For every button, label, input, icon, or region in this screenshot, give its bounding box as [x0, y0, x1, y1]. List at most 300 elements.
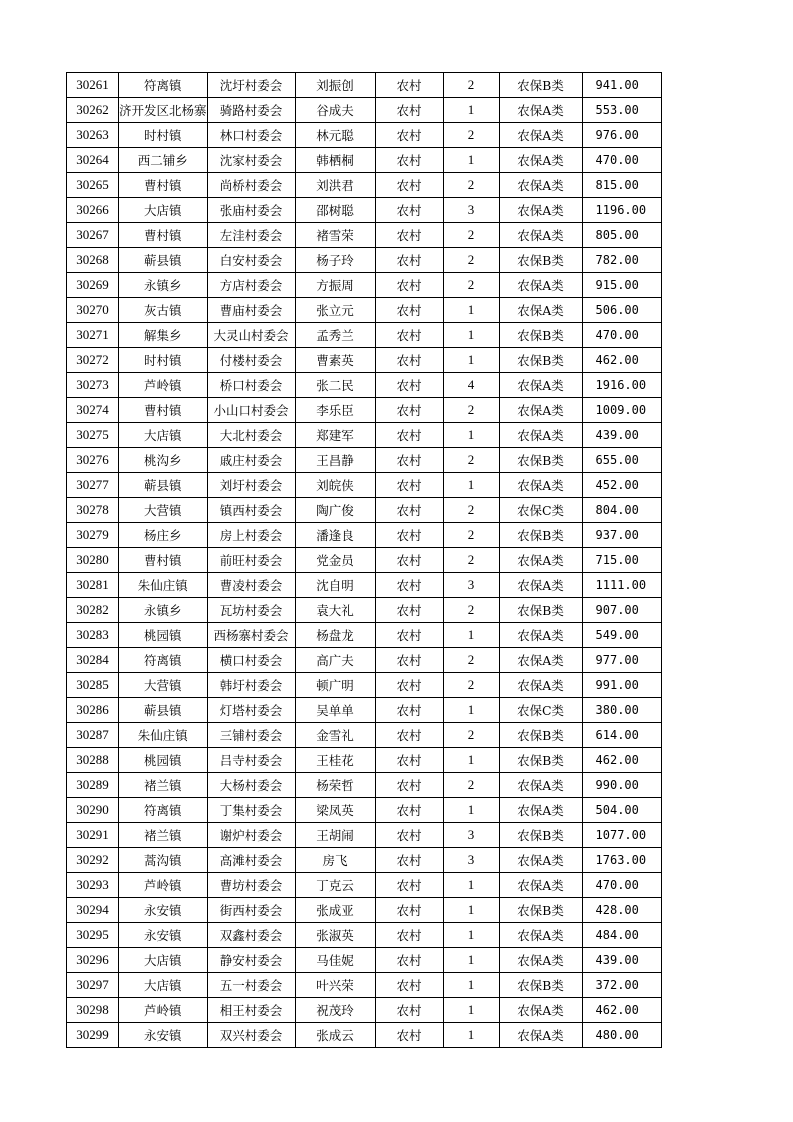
- insurance-type-cell: 农保A类: [499, 798, 582, 823]
- household-count-cell: 2: [443, 123, 499, 148]
- village-cell: 大北村委会: [207, 423, 295, 448]
- village-cell: 房上村委会: [207, 523, 295, 548]
- insurance-type-cell: 农保A类: [499, 773, 582, 798]
- record-id: 30274: [67, 398, 119, 423]
- area-cell: 农村: [375, 848, 443, 873]
- insurance-type-cell: 农保B类: [499, 723, 582, 748]
- village-cell: 白安村委会: [207, 248, 295, 273]
- insurance-type-cell: 农保B类: [499, 523, 582, 548]
- table-row: [67, 698, 662, 723]
- area-cell: 农村: [375, 423, 443, 448]
- record-id: 30285: [67, 673, 119, 698]
- record-id: 30273: [67, 373, 119, 398]
- town-cell: 蕲县镇: [119, 473, 208, 498]
- insurance-type-cell: 农保A类: [499, 648, 582, 673]
- record-id: 30283: [67, 623, 119, 648]
- record-id: 30290: [67, 798, 119, 823]
- name-cell: 王桂花: [295, 748, 375, 773]
- village-cell: 方店村委会: [207, 273, 295, 298]
- name-cell: 潘逢良: [295, 523, 375, 548]
- table-row: [67, 648, 662, 673]
- amount-cell: 715.00: [582, 548, 661, 573]
- area-cell: 农村: [375, 73, 443, 98]
- record-id: 30297: [67, 973, 119, 998]
- amount-cell: 439.00: [582, 423, 661, 448]
- record-id: 30262: [67, 98, 119, 123]
- insurance-type-cell: 农保A类: [499, 123, 582, 148]
- town-cell: 蒿沟镇: [119, 848, 208, 873]
- village-cell: 静安村委会: [207, 948, 295, 973]
- town-cell: 桃园镇: [119, 748, 208, 773]
- household-count-cell: 1: [443, 698, 499, 723]
- village-cell: 横口村委会: [207, 648, 295, 673]
- name-cell: 房飞: [295, 848, 375, 873]
- household-count-cell: 2: [443, 223, 499, 248]
- table-row: [67, 923, 662, 948]
- table-row: [67, 198, 662, 223]
- village-cell: 张庙村委会: [207, 198, 295, 223]
- name-cell: 张淑英: [295, 923, 375, 948]
- amount-cell: 941.00: [582, 73, 661, 98]
- record-id: 30287: [67, 723, 119, 748]
- household-count-cell: 2: [443, 673, 499, 698]
- area-cell: 农村: [375, 623, 443, 648]
- village-cell: 左洼村委会: [207, 223, 295, 248]
- area-cell: 农村: [375, 973, 443, 998]
- insurance-type-cell: 农保A类: [499, 223, 582, 248]
- household-count-cell: 2: [443, 273, 499, 298]
- insurance-type-cell: 农保B类: [499, 748, 582, 773]
- area-cell: 农村: [375, 273, 443, 298]
- area-cell: 农村: [375, 998, 443, 1023]
- insurance-type-cell: 农保A类: [499, 273, 582, 298]
- household-count-cell: 2: [443, 398, 499, 423]
- table-row: [67, 573, 662, 598]
- town-cell: 灰古镇: [119, 298, 208, 323]
- record-id: 30261: [67, 73, 119, 98]
- record-id: 30267: [67, 223, 119, 248]
- name-cell: 党金员: [295, 548, 375, 573]
- town-cell: 褚兰镇: [119, 773, 208, 798]
- record-id: 30280: [67, 548, 119, 573]
- insurance-type-cell: 农保A类: [499, 573, 582, 598]
- town-cell: 芦岭镇: [119, 373, 208, 398]
- record-id: 30289: [67, 773, 119, 798]
- area-cell: 农村: [375, 323, 443, 348]
- table-row: [67, 1023, 662, 1048]
- area-cell: 农村: [375, 748, 443, 773]
- village-cell: 相王村委会: [207, 998, 295, 1023]
- area-cell: 农村: [375, 573, 443, 598]
- area-cell: 农村: [375, 123, 443, 148]
- village-cell: 戚庄村委会: [207, 448, 295, 473]
- table-row: [67, 98, 662, 123]
- village-cell: 大灵山村委会: [207, 323, 295, 348]
- village-cell: 三铺村委会: [207, 723, 295, 748]
- town-cell: 大店镇: [119, 198, 208, 223]
- table-row: [67, 323, 662, 348]
- table-row: [67, 398, 662, 423]
- town-cell: 曹村镇: [119, 398, 208, 423]
- insurance-type-cell: 农保A类: [499, 998, 582, 1023]
- table-row: [67, 473, 662, 498]
- town-cell: 桃园镇: [119, 623, 208, 648]
- name-cell: 祝茂玲: [295, 998, 375, 1023]
- household-count-cell: 3: [443, 848, 499, 873]
- name-cell: 梁凤英: [295, 798, 375, 823]
- town-cell: 大店镇: [119, 423, 208, 448]
- record-id: 30278: [67, 498, 119, 523]
- record-id: 30263: [67, 123, 119, 148]
- table-body: [67, 73, 662, 1048]
- household-count-cell: 2: [443, 648, 499, 673]
- name-cell: 方振周: [295, 273, 375, 298]
- insurance-type-cell: 农保A类: [499, 923, 582, 948]
- area-cell: 农村: [375, 823, 443, 848]
- name-cell: 张成云: [295, 1023, 375, 1048]
- record-id: 30276: [67, 448, 119, 473]
- village-cell: 沈圩村委会: [207, 73, 295, 98]
- amount-cell: 372.00: [582, 973, 661, 998]
- amount-cell: 428.00: [582, 898, 661, 923]
- village-cell: 尚桥村委会: [207, 173, 295, 198]
- area-cell: 农村: [375, 673, 443, 698]
- village-cell: 镇西村委会: [207, 498, 295, 523]
- name-cell: 孟秀兰: [295, 323, 375, 348]
- amount-cell: 462.00: [582, 348, 661, 373]
- table-row: [67, 673, 662, 698]
- area-cell: 农村: [375, 298, 443, 323]
- household-count-cell: 1: [443, 873, 499, 898]
- insurance-type-cell: 农保A类: [499, 673, 582, 698]
- insurance-type-cell: 农保A类: [499, 848, 582, 873]
- name-cell: 郑建军: [295, 423, 375, 448]
- area-cell: 农村: [375, 398, 443, 423]
- household-count-cell: 1: [443, 623, 499, 648]
- town-cell: 时村镇: [119, 123, 208, 148]
- household-count-cell: 3: [443, 823, 499, 848]
- area-cell: 农村: [375, 148, 443, 173]
- household-count-cell: 2: [443, 723, 499, 748]
- village-cell: 大杨村委会: [207, 773, 295, 798]
- village-cell: 高滩村委会: [207, 848, 295, 873]
- amount-cell: 470.00: [582, 873, 661, 898]
- village-cell: 小山口村委会: [207, 398, 295, 423]
- insurance-type-cell: 农保B类: [499, 323, 582, 348]
- amount-cell: 470.00: [582, 323, 661, 348]
- town-cell: 曹村镇: [119, 548, 208, 573]
- name-cell: 叶兴荣: [295, 973, 375, 998]
- town-cell: 永镇乡: [119, 598, 208, 623]
- village-cell: 沈家村委会: [207, 148, 295, 173]
- record-id: 30298: [67, 998, 119, 1023]
- insurance-type-cell: 农保A类: [499, 148, 582, 173]
- household-count-cell: 1: [443, 898, 499, 923]
- insurance-type-cell: 农保C类: [499, 698, 582, 723]
- table-row: [67, 73, 662, 98]
- village-cell: 丁集村委会: [207, 798, 295, 823]
- village-cell: 曹凌村委会: [207, 573, 295, 598]
- village-cell: 付楼村委会: [207, 348, 295, 373]
- town-cell: 永安镇: [119, 898, 208, 923]
- name-cell: 王胡闹: [295, 823, 375, 848]
- table-row: [67, 623, 662, 648]
- town-cell: 大营镇: [119, 673, 208, 698]
- amount-cell: 1916.00: [582, 373, 661, 398]
- town-cell: 时村镇: [119, 348, 208, 373]
- name-cell: 刘振创: [295, 73, 375, 98]
- insurance-type-cell: 农保B类: [499, 348, 582, 373]
- area-cell: 农村: [375, 723, 443, 748]
- household-count-cell: 1: [443, 798, 499, 823]
- name-cell: 谷成夫: [295, 98, 375, 123]
- name-cell: 刘皖侠: [295, 473, 375, 498]
- table-row: [67, 973, 662, 998]
- area-cell: 农村: [375, 373, 443, 398]
- table-row: [67, 598, 662, 623]
- amount-cell: 549.00: [582, 623, 661, 648]
- amount-cell: 480.00: [582, 1023, 661, 1048]
- amount-cell: 976.00: [582, 123, 661, 148]
- amount-cell: 1196.00: [582, 198, 661, 223]
- village-cell: 韩圩村委会: [207, 673, 295, 698]
- table-row: [67, 898, 662, 923]
- insurance-type-cell: 农保A类: [499, 98, 582, 123]
- area-cell: 农村: [375, 98, 443, 123]
- amount-cell: 506.00: [582, 298, 661, 323]
- household-count-cell: 1: [443, 998, 499, 1023]
- amount-cell: 1111.00: [582, 573, 661, 598]
- name-cell: 张立元: [295, 298, 375, 323]
- insurance-type-cell: 农保A类: [499, 298, 582, 323]
- area-cell: 农村: [375, 648, 443, 673]
- village-cell: 双兴村委会: [207, 1023, 295, 1048]
- name-cell: 李乐臣: [295, 398, 375, 423]
- village-cell: 吕寺村委会: [207, 748, 295, 773]
- area-cell: 农村: [375, 248, 443, 273]
- household-count-cell: 1: [443, 973, 499, 998]
- household-count-cell: 1: [443, 748, 499, 773]
- town-cell: 西二铺乡: [119, 148, 208, 173]
- household-count-cell: 4: [443, 373, 499, 398]
- record-id: 30299: [67, 1023, 119, 1048]
- insurance-type-cell: 农保C类: [499, 498, 582, 523]
- household-count-cell: 2: [443, 173, 499, 198]
- amount-cell: 504.00: [582, 798, 661, 823]
- record-id: 30264: [67, 148, 119, 173]
- village-cell: 瓦坊村委会: [207, 598, 295, 623]
- name-cell: 刘洪君: [295, 173, 375, 198]
- household-count-cell: 1: [443, 348, 499, 373]
- village-cell: 曹坊村委会: [207, 873, 295, 898]
- amount-cell: 1763.00: [582, 848, 661, 873]
- record-id: 30282: [67, 598, 119, 623]
- town-cell: 永安镇: [119, 1023, 208, 1048]
- name-cell: 沈自明: [295, 573, 375, 598]
- table-row: [67, 773, 662, 798]
- area-cell: 农村: [375, 173, 443, 198]
- area-cell: 农村: [375, 598, 443, 623]
- table-row: [67, 248, 662, 273]
- area-cell: 农村: [375, 223, 443, 248]
- record-id: 30293: [67, 873, 119, 898]
- table-row: [67, 798, 662, 823]
- record-id: 30284: [67, 648, 119, 673]
- insurance-type-cell: 农保A类: [499, 398, 582, 423]
- insurance-type-cell: 农保A类: [499, 173, 582, 198]
- record-id: 30271: [67, 323, 119, 348]
- area-cell: 农村: [375, 473, 443, 498]
- amount-cell: 462.00: [582, 748, 661, 773]
- records-table: [66, 72, 662, 1048]
- town-cell: 大营镇: [119, 498, 208, 523]
- area-cell: 农村: [375, 198, 443, 223]
- record-id: 30279: [67, 523, 119, 548]
- household-count-cell: 3: [443, 198, 499, 223]
- amount-cell: 484.00: [582, 923, 661, 948]
- record-id: 30266: [67, 198, 119, 223]
- village-cell: 刘圩村委会: [207, 473, 295, 498]
- record-id: 30268: [67, 248, 119, 273]
- village-cell: 前旺村委会: [207, 548, 295, 573]
- village-cell: 灯塔村委会: [207, 698, 295, 723]
- town-cell: 朱仙庄镇: [119, 573, 208, 598]
- insurance-type-cell: 农保A类: [499, 423, 582, 448]
- village-cell: 桥口村委会: [207, 373, 295, 398]
- village-cell: 五一村委会: [207, 973, 295, 998]
- household-count-cell: 2: [443, 773, 499, 798]
- area-cell: 农村: [375, 548, 443, 573]
- village-cell: 曹庙村委会: [207, 298, 295, 323]
- table-row: [67, 523, 662, 548]
- amount-cell: 991.00: [582, 673, 661, 698]
- name-cell: 张成亚: [295, 898, 375, 923]
- household-count-cell: 2: [443, 598, 499, 623]
- household-count-cell: 1: [443, 98, 499, 123]
- household-count-cell: 2: [443, 73, 499, 98]
- record-id: 30296: [67, 948, 119, 973]
- record-id: 30270: [67, 298, 119, 323]
- table-row: [67, 148, 662, 173]
- record-id: 30281: [67, 573, 119, 598]
- name-cell: 杨荣哲: [295, 773, 375, 798]
- table-row: [67, 498, 662, 523]
- name-cell: 杨子玲: [295, 248, 375, 273]
- amount-cell: 380.00: [582, 698, 661, 723]
- town-cell: 芦岭镇: [119, 998, 208, 1023]
- table-row: [67, 273, 662, 298]
- town-cell: 永镇乡: [119, 273, 208, 298]
- household-count-cell: 1: [443, 423, 499, 448]
- town-cell: 蕲县镇: [119, 248, 208, 273]
- amount-cell: 915.00: [582, 273, 661, 298]
- household-count-cell: 1: [443, 923, 499, 948]
- name-cell: 褚雪荣: [295, 223, 375, 248]
- record-id: 30295: [67, 923, 119, 948]
- name-cell: 曹素英: [295, 348, 375, 373]
- household-count-cell: 2: [443, 523, 499, 548]
- insurance-type-cell: 农保A类: [499, 948, 582, 973]
- table-row: [67, 223, 662, 248]
- household-count-cell: 1: [443, 148, 499, 173]
- town-cell: 永安镇: [119, 923, 208, 948]
- name-cell: 丁克云: [295, 873, 375, 898]
- table-row: [67, 848, 662, 873]
- village-cell: 街西村委会: [207, 898, 295, 923]
- area-cell: 农村: [375, 798, 443, 823]
- insurance-type-cell: 农保A类: [499, 873, 582, 898]
- area-cell: 农村: [375, 448, 443, 473]
- town-cell: 符离镇: [119, 73, 208, 98]
- record-id: 30288: [67, 748, 119, 773]
- household-count-cell: 1: [443, 323, 499, 348]
- name-cell: 王昌静: [295, 448, 375, 473]
- area-cell: 农村: [375, 498, 443, 523]
- insurance-type-cell: 农保A类: [499, 198, 582, 223]
- name-cell: 吴单单: [295, 698, 375, 723]
- town-cell: 曹村镇: [119, 223, 208, 248]
- amount-cell: 815.00: [582, 173, 661, 198]
- table-row: [67, 298, 662, 323]
- amount-cell: 804.00: [582, 498, 661, 523]
- town-cell: 济开发区北杨寨: [119, 98, 208, 123]
- town-cell: 杨庄乡: [119, 523, 208, 548]
- table-row: [67, 998, 662, 1023]
- village-cell: 双鑫村委会: [207, 923, 295, 948]
- record-id: 30275: [67, 423, 119, 448]
- table-row: [67, 548, 662, 573]
- insurance-type-cell: 农保B类: [499, 598, 582, 623]
- amount-cell: 1077.00: [582, 823, 661, 848]
- household-count-cell: 3: [443, 573, 499, 598]
- table-row: [67, 448, 662, 473]
- table-row: [67, 723, 662, 748]
- table-row: [67, 948, 662, 973]
- insurance-type-cell: 农保A类: [499, 473, 582, 498]
- amount-cell: 937.00: [582, 523, 661, 548]
- amount-cell: 805.00: [582, 223, 661, 248]
- town-cell: 褚兰镇: [119, 823, 208, 848]
- name-cell: 张二民: [295, 373, 375, 398]
- town-cell: 曹村镇: [119, 173, 208, 198]
- household-count-cell: 2: [443, 498, 499, 523]
- amount-cell: 1009.00: [582, 398, 661, 423]
- area-cell: 农村: [375, 898, 443, 923]
- table-row: [67, 123, 662, 148]
- table-row: [67, 348, 662, 373]
- record-id: 30286: [67, 698, 119, 723]
- table-row: [67, 748, 662, 773]
- name-cell: 高广夫: [295, 648, 375, 673]
- insurance-type-cell: 农保A类: [499, 623, 582, 648]
- amount-cell: 470.00: [582, 148, 661, 173]
- record-id: 30292: [67, 848, 119, 873]
- town-cell: 桃沟乡: [119, 448, 208, 473]
- household-count-cell: 1: [443, 948, 499, 973]
- table-row: [67, 873, 662, 898]
- insurance-type-cell: 农保B类: [499, 973, 582, 998]
- town-cell: 符离镇: [119, 648, 208, 673]
- amount-cell: 655.00: [582, 448, 661, 473]
- record-id: 30272: [67, 348, 119, 373]
- area-cell: 农村: [375, 698, 443, 723]
- record-id: 30294: [67, 898, 119, 923]
- amount-cell: 782.00: [582, 248, 661, 273]
- amount-cell: 452.00: [582, 473, 661, 498]
- insurance-type-cell: 农保B类: [499, 448, 582, 473]
- area-cell: 农村: [375, 923, 443, 948]
- table-row: [67, 173, 662, 198]
